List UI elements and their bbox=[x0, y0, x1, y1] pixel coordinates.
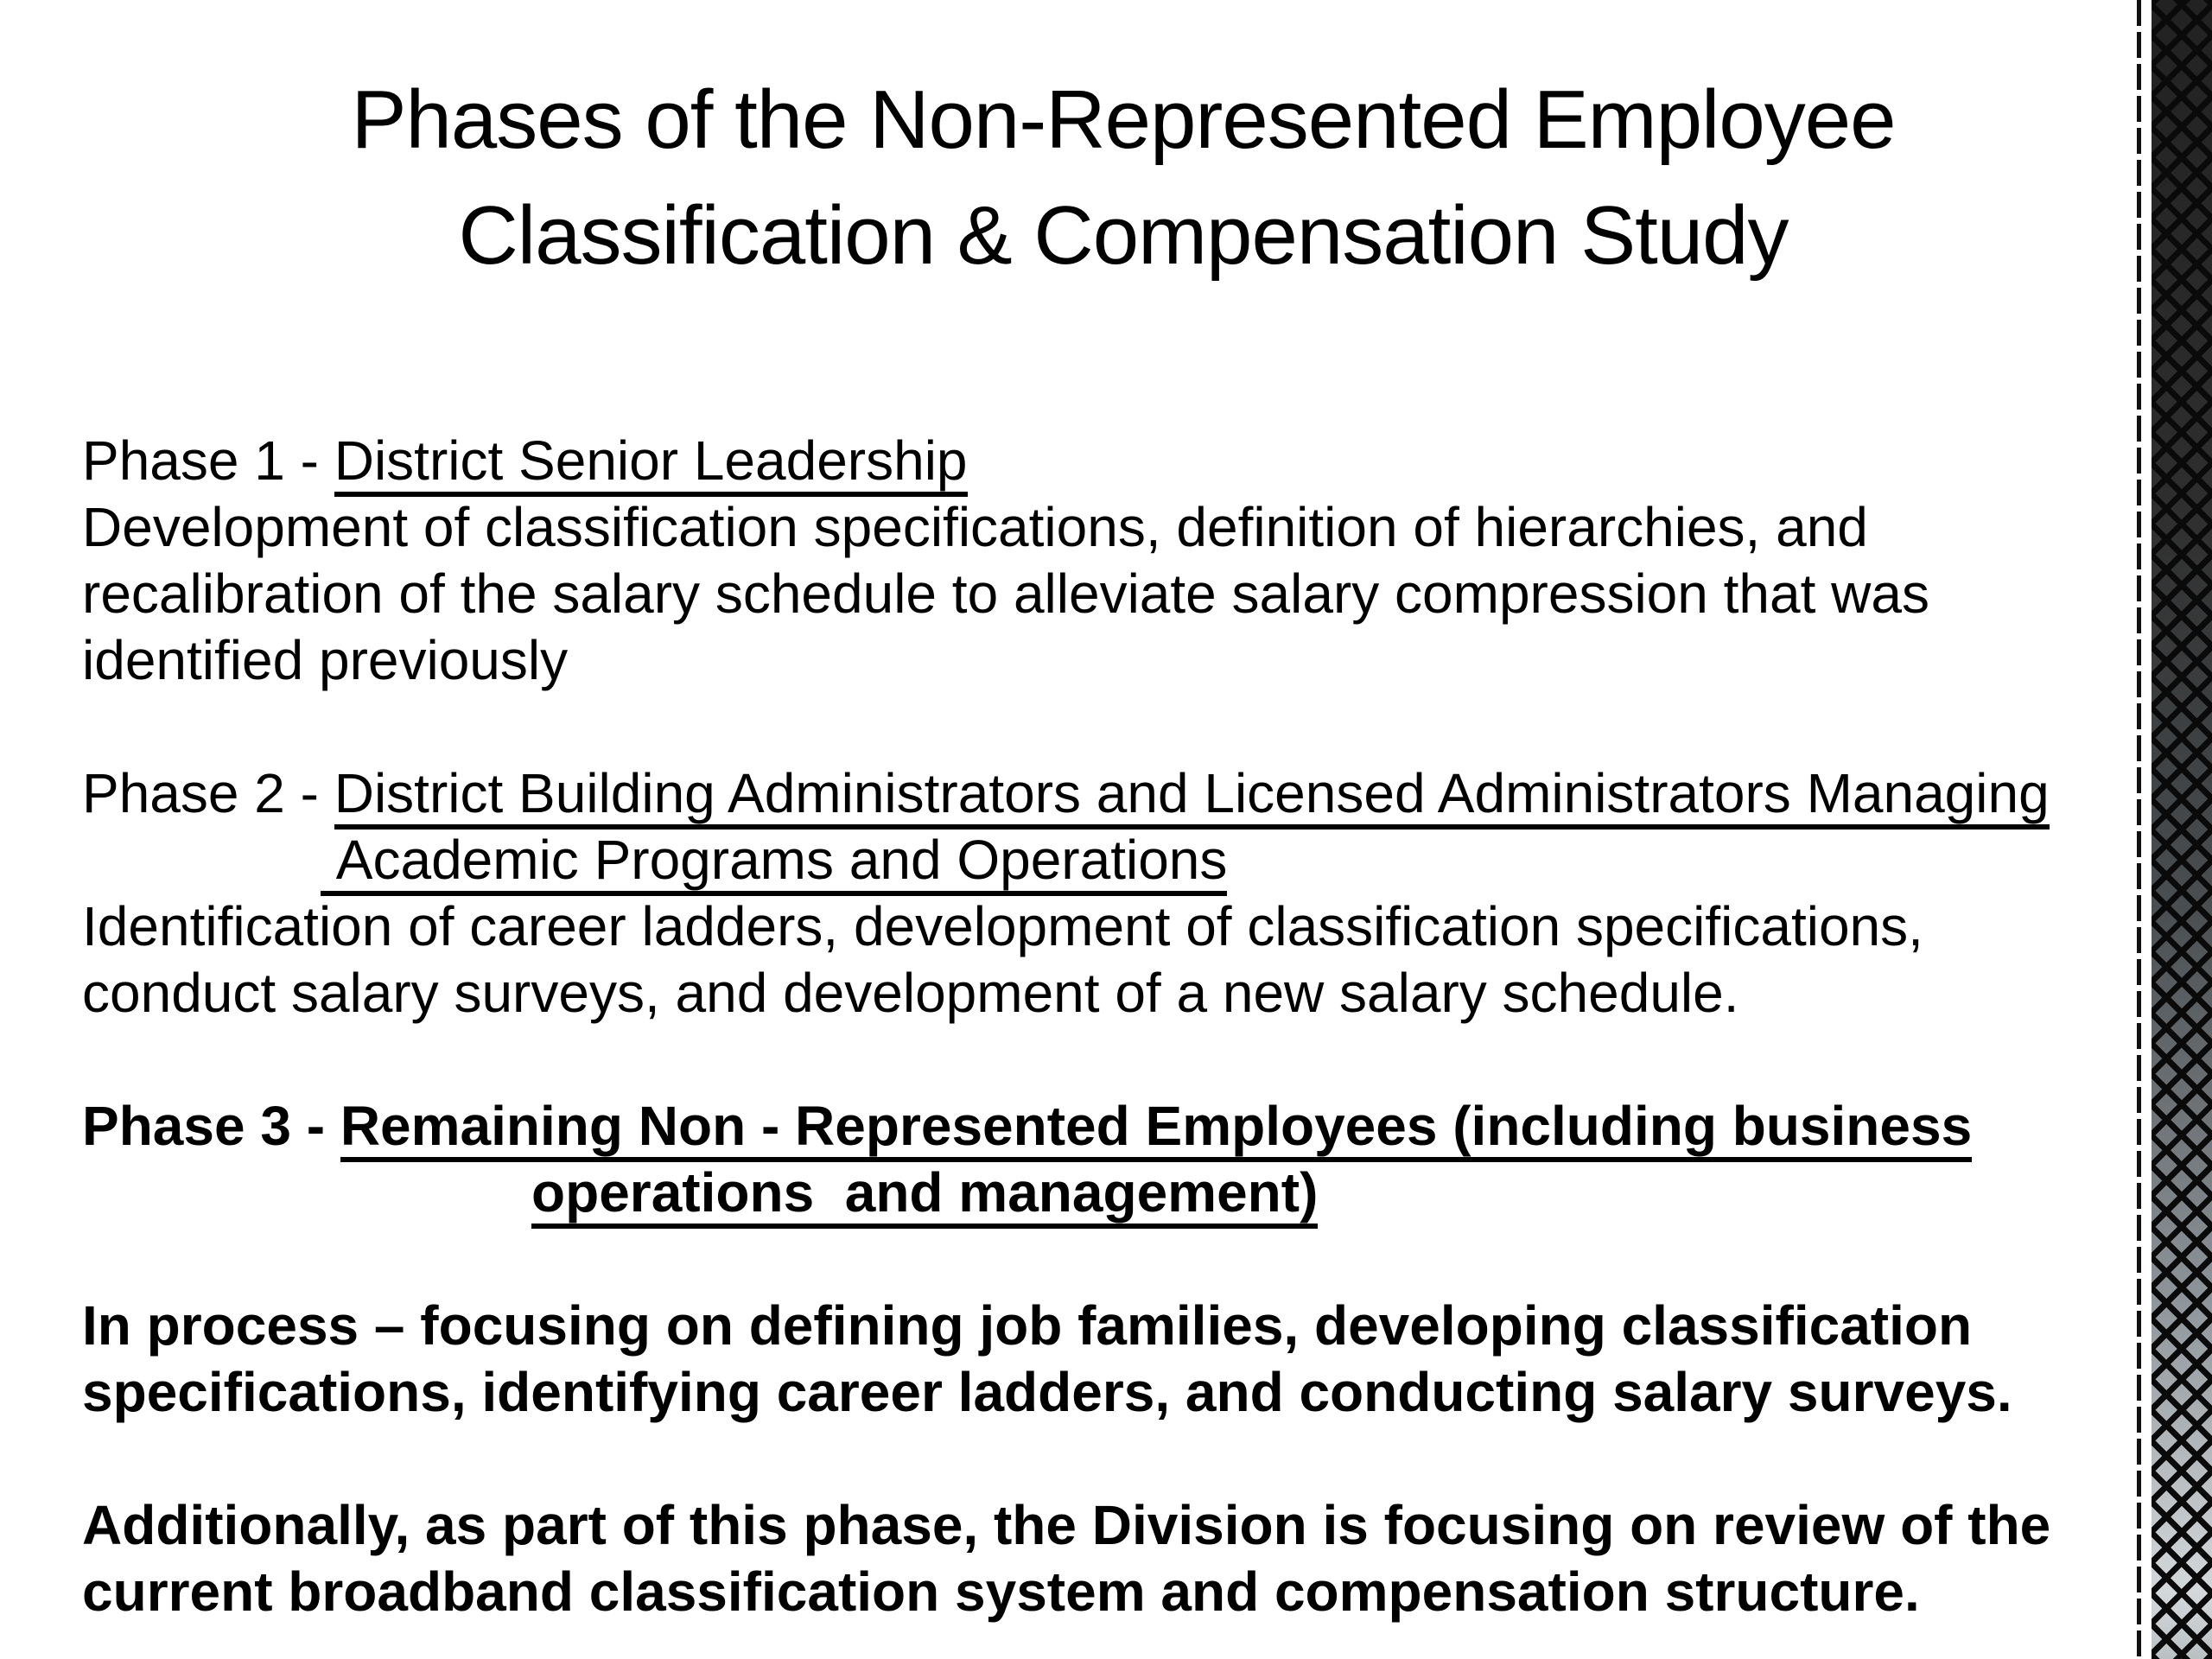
phase-2-body-line: conduct salary surveys, and development of a new salary schedule. bbox=[82, 962, 1739, 1024]
in-process-line: specifications, identifying career ladders, and conducting salary surveys. bbox=[82, 1361, 2012, 1423]
in-process-paragraph bbox=[82, 1293, 2126, 1426]
in-process-line: In process – focusing on defining job families, developing classification bbox=[82, 1294, 1973, 1357]
phase-2-heading-line-1 bbox=[82, 760, 2126, 827]
phase-2-paragraph bbox=[82, 760, 2126, 1027]
phase-1-body-line: recalibration of the salary schedule to alleviate salary compression that was bbox=[82, 563, 1929, 625]
phase-1-prefix: Phase 1 - bbox=[82, 429, 334, 492]
slide-body bbox=[82, 428, 2126, 1625]
phase-2-heading-underlined-2: Academic Programs and Operations bbox=[321, 829, 1227, 896]
phase-1-body-line: Development of classification specifications, definition of hierarchies, and bbox=[82, 496, 1868, 558]
phase-2-heading-underlined-1: District Building Administrators and Licensed Administrators Managing bbox=[334, 762, 2050, 830]
phase-2-body-line: Identification of career ladders, development of classification specifications, bbox=[82, 895, 1923, 957]
additional-paragraph bbox=[82, 1492, 2126, 1625]
phase-1-paragraph bbox=[82, 428, 2126, 694]
additional-line: current broadband classification system and compensation structure. bbox=[82, 1560, 1920, 1623]
phase-1-heading-underlined: District Senior Leadership bbox=[334, 429, 968, 497]
slide-title-line-2: Classification & Compensation Study bbox=[458, 189, 1789, 282]
phase-2-heading-line-2 bbox=[82, 827, 2126, 893]
phase-3-heading-line-1 bbox=[82, 1093, 2126, 1160]
phase-1-heading bbox=[82, 428, 2126, 494]
additional-line: Additionally, as part of this phase, the Division is focusing on review of the bbox=[82, 1494, 2051, 1556]
phase-3-heading-underlined-2: operations and management) bbox=[531, 1161, 1318, 1229]
carbon-fiber-border bbox=[2152, 0, 2212, 1659]
right-divider-dashed-line bbox=[2137, 0, 2141, 1659]
phase-3-heading-paragraph bbox=[82, 1093, 2126, 1226]
slide-title bbox=[0, 0, 2126, 294]
phase-2-prefix: Phase 2 - bbox=[82, 762, 334, 824]
slide-title-line-1: Phases of the Non-Represented Employee bbox=[351, 73, 1896, 166]
phase-3-heading-underlined-1: Remaining Non - Represented Employees (including business bbox=[340, 1095, 1972, 1162]
phase-3-heading-line-2 bbox=[82, 1160, 2126, 1226]
phase-3-prefix: Phase 3 - bbox=[82, 1095, 340, 1157]
phase-1-body-line: identified previously bbox=[82, 629, 569, 691]
